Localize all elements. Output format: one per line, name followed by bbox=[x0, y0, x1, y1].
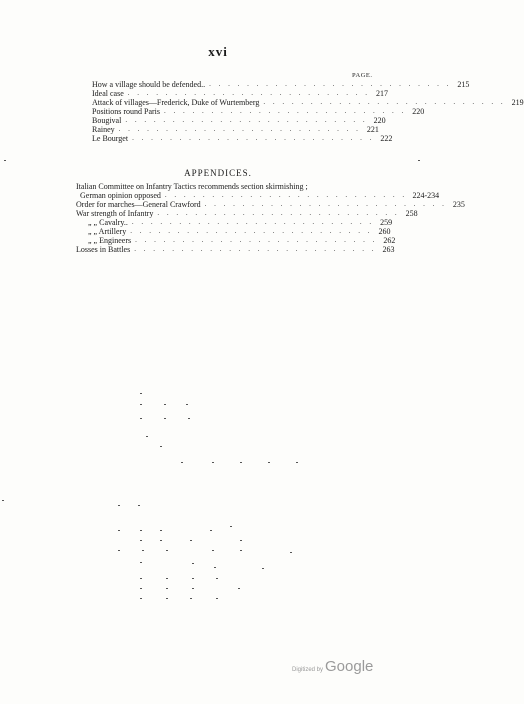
entry-title: „ „ Engineers bbox=[88, 236, 132, 245]
contents-entry bbox=[92, 89, 389, 98]
entry-title: Bougival bbox=[92, 116, 122, 125]
speck bbox=[140, 418, 142, 419]
speck bbox=[166, 588, 168, 589]
digitized-by-google-watermark bbox=[292, 658, 373, 675]
entry-title: Rainey bbox=[92, 125, 115, 134]
dot-leader: . . . . . . . . . . . . . . . . . . . . . . . . . . bbox=[130, 227, 373, 235]
speck bbox=[212, 462, 214, 463]
speck bbox=[140, 588, 142, 589]
speck bbox=[240, 550, 242, 551]
contents-entry bbox=[92, 125, 379, 134]
entry-title: War strength of Infantry bbox=[76, 209, 154, 218]
speck bbox=[210, 530, 212, 531]
speck bbox=[290, 552, 292, 553]
speck bbox=[140, 562, 142, 563]
speck bbox=[142, 550, 144, 551]
dot-leader: . . . . . . . . . . . . . . . . . . . . . . . . . . bbox=[164, 191, 408, 199]
speck bbox=[140, 404, 142, 405]
entry-page: 262 bbox=[383, 236, 396, 245]
dot-leader: . . . . . . . . . . . . . . . . . . . . . . . . . . bbox=[127, 89, 371, 97]
appendix-entry bbox=[76, 245, 395, 254]
page-column-header: PAGE. bbox=[352, 72, 373, 79]
contents-entry bbox=[92, 80, 470, 89]
speck bbox=[192, 563, 194, 564]
speck bbox=[216, 578, 218, 579]
entry-title: How a village should be defended.. bbox=[92, 80, 206, 89]
dot-leader: . . . . . . . . . . . . . . . . . . . . . . . . . . bbox=[125, 116, 368, 124]
appendices-list bbox=[76, 182, 465, 254]
speck bbox=[240, 462, 242, 463]
dot-leader: . . . . . . . . . . . . . . . . . . . . . . . . . . bbox=[135, 236, 378, 244]
speck bbox=[164, 404, 166, 405]
speck bbox=[146, 436, 148, 437]
appendix-entry bbox=[76, 227, 391, 236]
entry-title: German opinion opposed bbox=[80, 191, 161, 200]
entry-page: 220 bbox=[412, 107, 425, 116]
speck bbox=[238, 588, 240, 589]
dot-leader: . . . . . . . . . . . . . . . . . . . . . . . . . . bbox=[204, 200, 447, 208]
entry-title: Order for marches—General Crawford bbox=[76, 200, 201, 209]
entry-page: 219 bbox=[511, 98, 524, 107]
dot-leader: . . . . . . . . . . . . . . . . . . . . . . . . . . bbox=[131, 218, 375, 226]
speck bbox=[296, 462, 298, 463]
speck bbox=[216, 598, 218, 599]
page-number: xvi bbox=[208, 44, 228, 59]
entry-page: 215 bbox=[457, 80, 470, 89]
entry-title: Losses in Battles bbox=[76, 245, 131, 254]
entry-title: Attack of villages—Frederick, Duke of Wurtemberg bbox=[92, 98, 260, 107]
speck bbox=[188, 418, 190, 419]
speck bbox=[140, 540, 142, 541]
speck bbox=[160, 446, 162, 447]
entry-page: 263 bbox=[382, 245, 395, 254]
speck bbox=[262, 568, 264, 569]
dot-leader: . . . . . . . . . . . . . . . . . . . . . . . . . . bbox=[209, 80, 452, 88]
contents-list bbox=[92, 80, 524, 143]
dot-leader: . . . . . . . . . . . . . . . . . . . . . . . . . . bbox=[164, 107, 407, 115]
speck bbox=[2, 500, 4, 501]
entry-page: 260 bbox=[378, 227, 391, 236]
speck bbox=[192, 578, 194, 579]
entry-page: 259 bbox=[380, 218, 393, 227]
entry-page: 220 bbox=[373, 116, 386, 125]
speck bbox=[186, 404, 188, 405]
speck bbox=[118, 530, 120, 531]
speck bbox=[140, 393, 142, 394]
dot-leader: . . . . . . . . . . . . . . . . . . . . . . . . . . bbox=[263, 98, 506, 106]
google-logo: Google bbox=[325, 658, 374, 675]
appendix-entry bbox=[76, 236, 396, 245]
entry-page: 222 bbox=[380, 134, 393, 143]
entry-page: 258 bbox=[405, 209, 418, 218]
dot-leader: . . . . . . . . . . . . . . . . . . . . . . . . . . bbox=[132, 134, 375, 142]
appendix-entry bbox=[76, 218, 393, 227]
entry-title: „ „ Artillery bbox=[88, 227, 127, 236]
speck bbox=[230, 526, 232, 527]
speck bbox=[212, 550, 214, 551]
contents-entry bbox=[92, 98, 524, 107]
appendix-entry bbox=[76, 191, 440, 200]
speck bbox=[166, 578, 168, 579]
speck bbox=[4, 160, 6, 161]
speck bbox=[140, 598, 142, 599]
speck bbox=[418, 160, 420, 161]
speck bbox=[268, 462, 270, 463]
speck bbox=[192, 588, 194, 589]
speck bbox=[138, 505, 140, 506]
entry-title: Ideal case bbox=[92, 89, 124, 98]
speck bbox=[140, 578, 142, 579]
speck bbox=[160, 530, 162, 531]
dot-leader: . . . . . . . . . . . . . . . . . . . . . . . . . . bbox=[157, 209, 400, 217]
speck bbox=[190, 598, 192, 599]
speck bbox=[240, 540, 242, 541]
speck bbox=[166, 550, 168, 551]
entry-title: Le Bourget bbox=[92, 134, 129, 143]
entry-page: 224-234 bbox=[412, 191, 440, 200]
entry-title: Positions round Paris bbox=[92, 107, 161, 116]
speck bbox=[118, 505, 120, 506]
speck bbox=[140, 530, 142, 531]
contents-entry bbox=[92, 134, 393, 143]
entry-page: 235 bbox=[452, 200, 465, 209]
speck bbox=[160, 540, 162, 541]
contents-entry bbox=[92, 116, 386, 125]
speck bbox=[118, 550, 120, 551]
speck bbox=[166, 598, 168, 599]
entry-page: 221 bbox=[366, 125, 379, 134]
dot-leader: . . . . . . . . . . . . . . . . . . . . . . . . . . bbox=[134, 245, 377, 253]
watermark-prefix: Digitized by bbox=[292, 667, 324, 673]
entry-page: 217 bbox=[376, 89, 389, 98]
appendix-entry bbox=[76, 200, 465, 209]
speck bbox=[164, 418, 166, 419]
speck bbox=[190, 540, 192, 541]
appendix-intro: Italian Committee on Infantry Tactics recommends section skirmishing ; bbox=[76, 182, 308, 191]
speck bbox=[181, 462, 183, 463]
contents-entry bbox=[92, 107, 425, 116]
appendix-entry bbox=[76, 209, 418, 218]
dot-leader: . . . . . . . . . . . . . . . . . . . . . . . . . . bbox=[118, 125, 361, 133]
entry-title: „ „ Cavalry.. bbox=[88, 218, 128, 227]
appendices-heading: APPENDICES. bbox=[184, 168, 252, 178]
speck bbox=[214, 567, 216, 568]
